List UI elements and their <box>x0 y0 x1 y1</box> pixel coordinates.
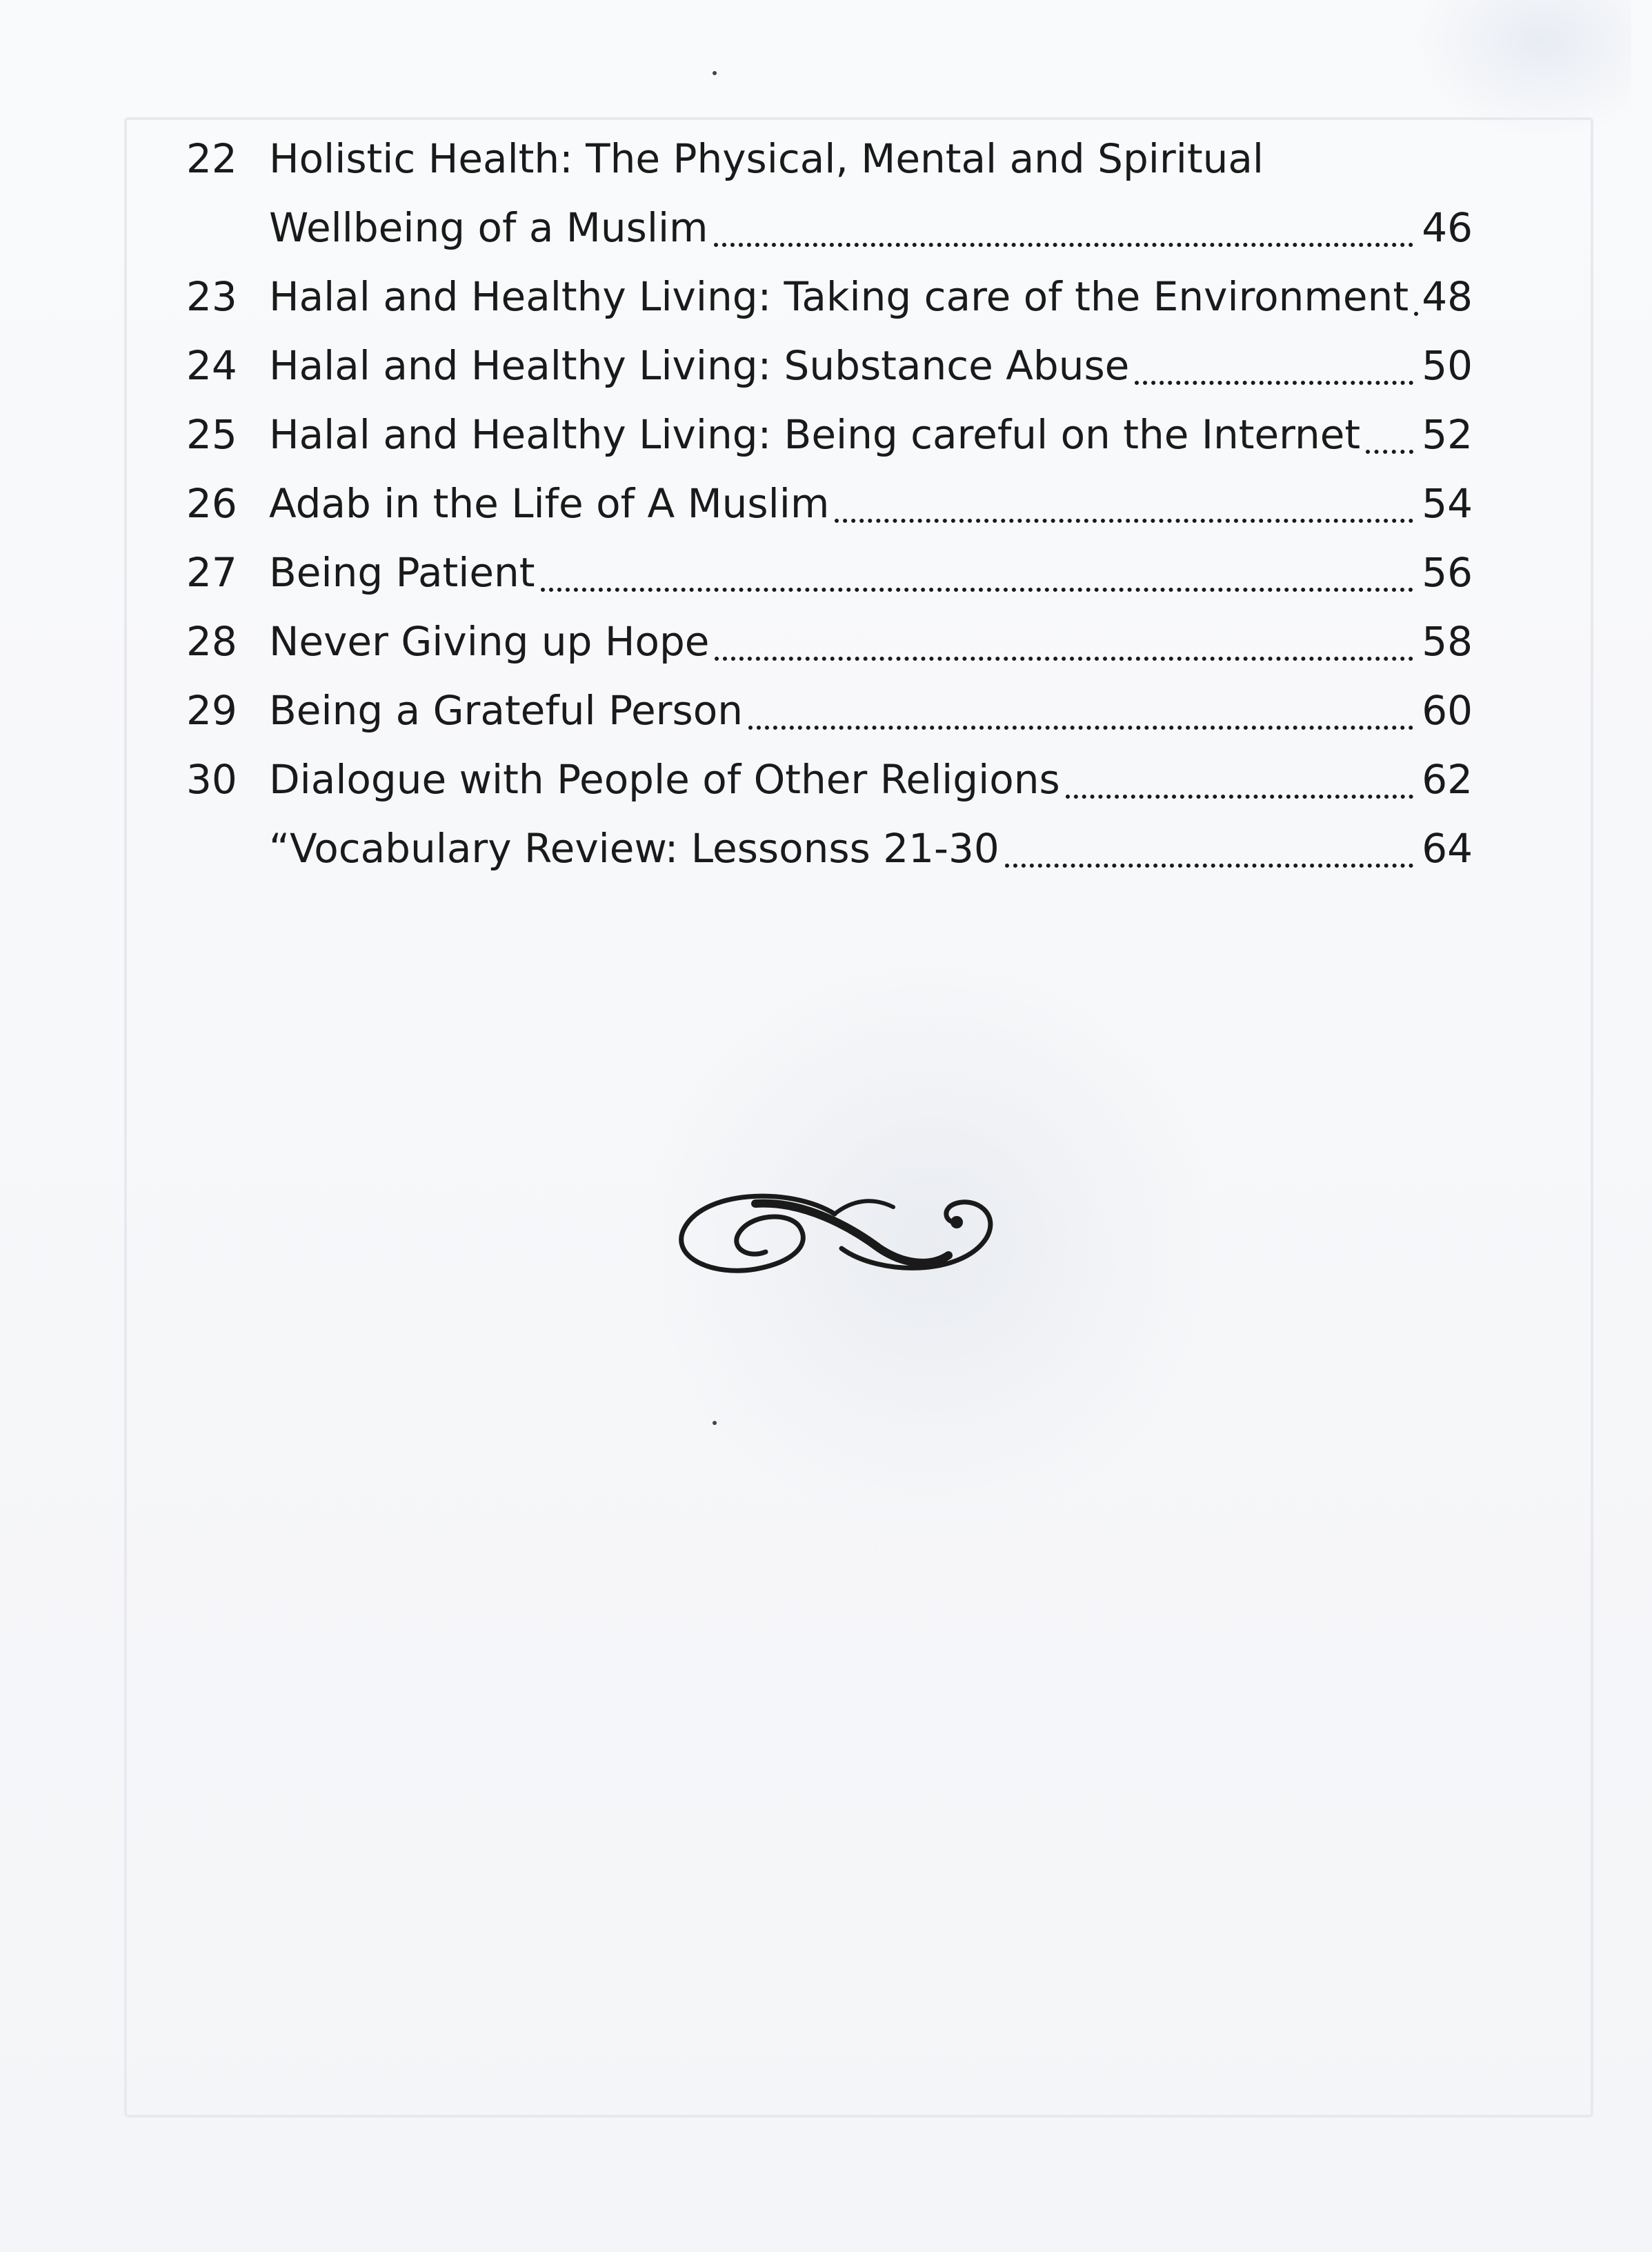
lesson-title: Wellbeing of a Muslim <box>269 204 708 251</box>
lesson-title: Being Patient <box>269 549 535 596</box>
dot-leader <box>1005 864 1413 868</box>
page-number: 64 <box>1422 825 1473 872</box>
lesson-title: Dialogue with People of Other Religions <box>269 756 1060 803</box>
page-number: 58 <box>1422 618 1473 665</box>
lesson-title: Being a Grateful Person <box>269 687 743 734</box>
lesson-title: Halal and Healthy Living: Taking care of the Environment <box>269 273 1409 320</box>
toc-entry-vocabulary-review[interactable] <box>186 814 1473 883</box>
toc-entry-27[interactable] <box>186 538 1473 607</box>
lesson-number: 25 <box>186 411 237 458</box>
lesson-title: Halal and Healthy Living: Substance Abuse <box>269 342 1130 389</box>
toc-entry-22-line1 <box>186 124 1473 193</box>
speck <box>713 71 717 75</box>
toc-entry-30[interactable] <box>186 745 1473 814</box>
dot-leader <box>1135 381 1413 385</box>
toc-entry-29[interactable] <box>186 676 1473 745</box>
dot-leader <box>748 726 1413 730</box>
toc-entry-23[interactable] <box>186 262 1473 331</box>
page-number: 60 <box>1422 687 1473 734</box>
lesson-number: 29 <box>186 687 237 734</box>
table-of-contents <box>186 124 1473 883</box>
lesson-title: Halal and Healthy Living: Being careful on the Internet <box>269 411 1361 458</box>
lesson-title: Never Giving up Hope <box>269 618 710 665</box>
page-number: 48 <box>1422 273 1473 320</box>
dot-leader <box>1414 312 1419 316</box>
toc-entry-28[interactable] <box>186 607 1473 676</box>
show-through-corner-decoration <box>1411 0 1631 138</box>
lesson-number: 27 <box>186 549 237 596</box>
page-number: 62 <box>1422 756 1473 803</box>
page-number: 46 <box>1422 204 1473 251</box>
lesson-title: “Vocabulary Review: Lessonss 21-30 <box>269 825 999 872</box>
lesson-number: 30 <box>186 756 237 803</box>
lesson-number: 23 <box>186 273 237 320</box>
toc-entry-22[interactable] <box>186 193 1473 262</box>
page-number: 52 <box>1422 411 1473 458</box>
lesson-number: 24 <box>186 342 237 389</box>
dot-leader <box>1366 450 1413 454</box>
page-number: 56 <box>1422 549 1473 596</box>
page-number: 54 <box>1422 480 1473 527</box>
page-number: 50 <box>1422 342 1473 389</box>
toc-entry-24[interactable] <box>186 331 1473 400</box>
lesson-number: 22 <box>186 135 237 182</box>
toc-entry-26[interactable] <box>186 469 1473 538</box>
dot-leader <box>714 243 1414 247</box>
dot-leader <box>835 519 1413 523</box>
lesson-number: 28 <box>186 618 237 665</box>
dot-leader <box>715 657 1413 661</box>
toc-entry-25[interactable] <box>186 400 1473 469</box>
lesson-title: Adab in the Life of A Muslim <box>269 480 830 527</box>
dot-leader <box>541 588 1414 592</box>
lesson-title-line1: Holistic Health: The Physical, Mental and Spiritual <box>269 135 1264 182</box>
dot-leader <box>1066 795 1413 799</box>
flourish-ornament-icon <box>673 1173 1004 1290</box>
speck <box>713 1421 717 1425</box>
lesson-number: 26 <box>186 480 237 527</box>
